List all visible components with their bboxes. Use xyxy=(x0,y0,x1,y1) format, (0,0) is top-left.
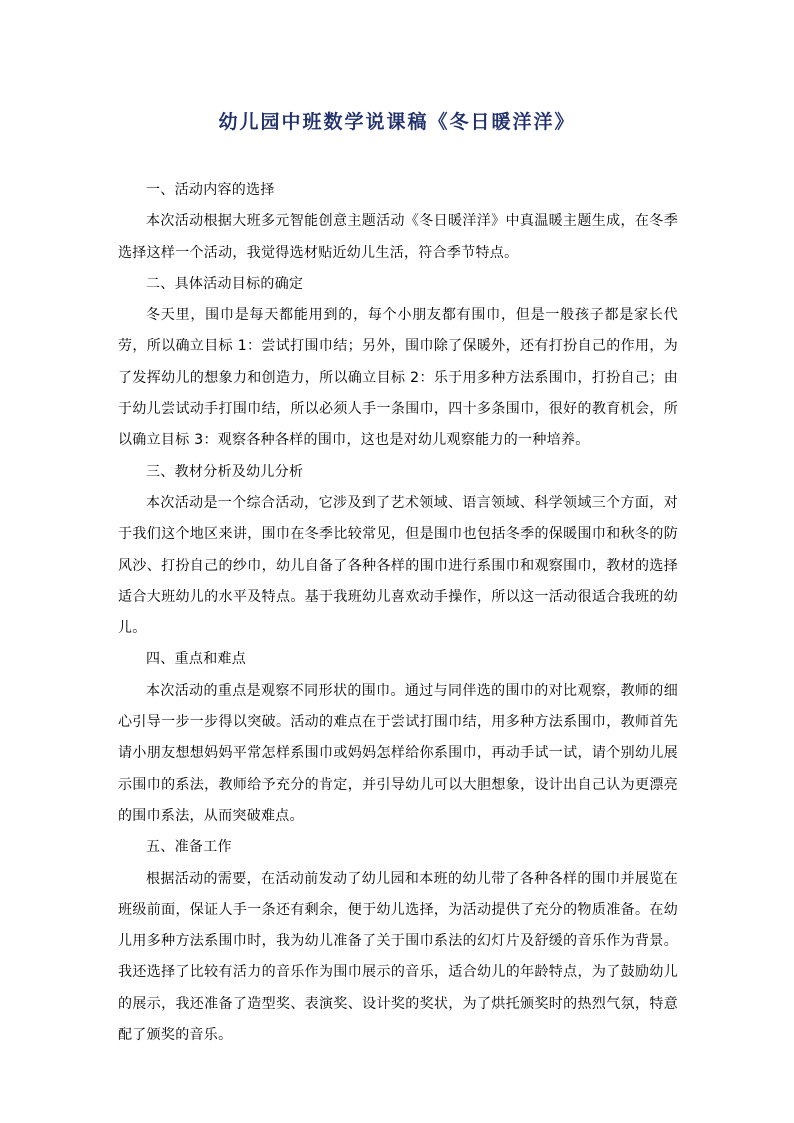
section-heading-4: 四、重点和难点 xyxy=(146,651,247,668)
section-heading-5: 五、准备工作 xyxy=(146,839,232,856)
document-title: 幼儿园中班数学说课稿《冬日暖洋洋》 xyxy=(218,111,576,133)
document-body xyxy=(118,175,678,1051)
section-paragraph-3: 本次活动是一个综合活动，它涉及到了艺术领域、语言领域、科学领域三个方面，对于我们这个地区来讲，围巾在冬季比较常见，但是围巾也包括冬季的保暖围巾和秋冬的防风沙、打扮自己的纱巾，幼儿自备了各种各样的围巾进行系围巾和观察围巾，教材的选择适合大班幼儿的水平及特点。基于我班幼儿喜欢动手操作，所以这一活动很适合我班的幼儿。 xyxy=(118,494,678,637)
section-paragraph-5: 根据活动的需要，在活动前发动了幼儿园和本班的幼儿带了各种各样的围巾并展览在班级前面，保证人手一条还有剩余，便于幼儿选择，为活动提供了充分的物质准备。在幼儿用多种方法系围巾时，我为幼儿准备了关于围巾系法的幻灯片及舒缓的音乐作为背景。我还选择了比较有活力的音乐作为围巾展示的音乐，适合幼儿的年龄特点，为了鼓励幼儿的展示，我还准备了造型奖、表演奖、设计奖的奖状，为了烘托颁奖时的热烈气氛，特意配了颁奖的音乐。 xyxy=(118,870,678,1044)
section-paragraph-2: 冬天里，围巾是每天都能用到的，每个小朋友都有围巾，但是一般孩子都是家长代劳，所以确立目标 1：尝试打围巾结；另外，围巾除了保暖外，还有打扮自己的作用，为了发挥幼儿的想象力和创造力，所以确立目标 2：乐于用多种方法系围巾，打扮自己；由于幼儿尝试动手打围巾结，所以必须人手一条围巾，四十多条围巾，很好的教育机会，所以确立目标 3：观察各种各样的围巾，这也是对幼儿观察能力的一种培养。 xyxy=(118,307,678,449)
section-paragraph-1: 本次活动根据大班多元智能创意主题活动《冬日暖洋洋》中真温暖主题生成，在冬季选择这样一个活动，我觉得选材贴近幼儿生活，符合季节特点。 xyxy=(118,213,678,261)
section-heading-1: 一、活动内容的选择 xyxy=(146,182,275,198)
section-paragraph-4: 本次活动的重点是观察不同形状的围巾。通过与同伴选的围巾的对比观察，教师的细心引导一步一步得以突破。活动的难点在于尝试打围巾结，用多种方法系围巾，教师首先请小朋友想想妈妈平常怎样系围巾或妈妈怎样给你系围巾，再动手试一试，请个别幼儿展示围巾的系法，教师给予充分的肯定，并引导幼儿可以大胆想象，设计出自己认为更漂亮的围巾系法，从而突破难点。 xyxy=(118,682,678,824)
section-heading-3: 三、教材分析及幼儿分析 xyxy=(146,463,304,480)
section-heading-2: 二、具体活动目标的确定 xyxy=(146,275,304,292)
